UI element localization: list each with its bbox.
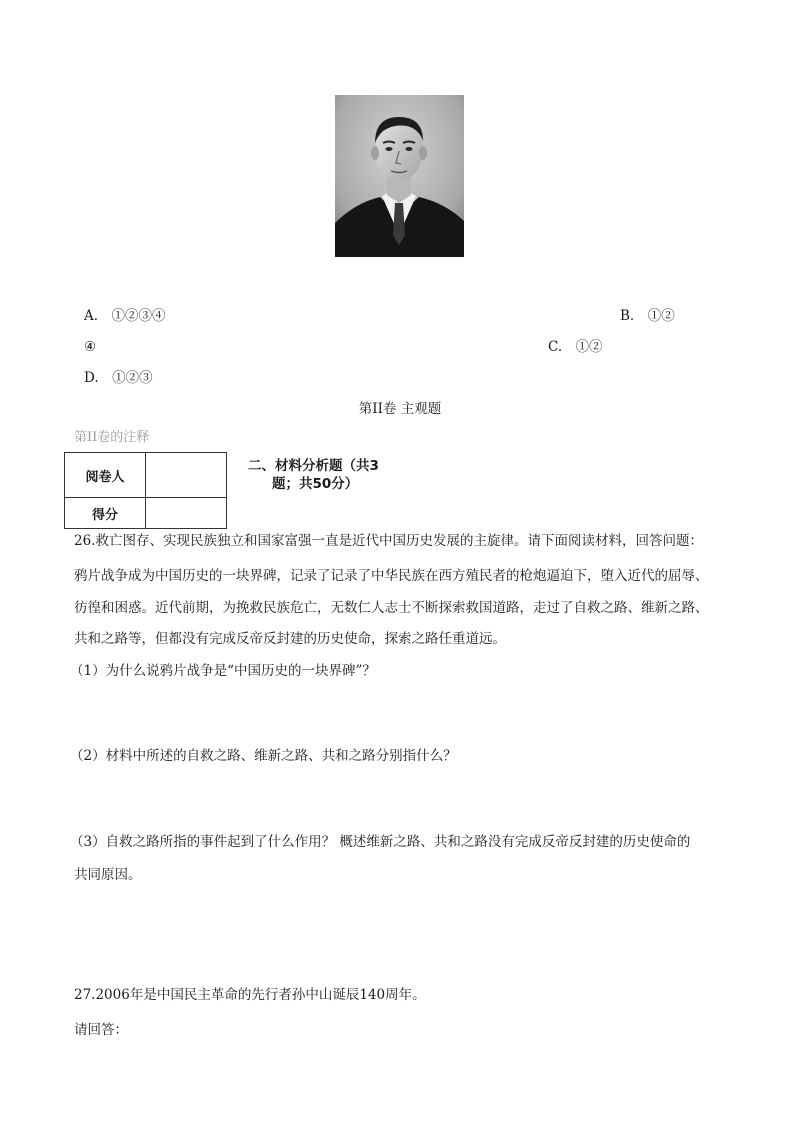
option-d: D. ①②③	[84, 370, 153, 386]
score-cell	[146, 498, 227, 529]
part-two-title-line1: 二、材料分析题（共3	[248, 458, 379, 474]
option-b-continued: ④	[84, 339, 97, 355]
score-table	[64, 452, 227, 529]
q26-material-line1: 鸦片战争成为中国历史的一块界碑，记录了记录了中华民族在西方殖民者的枪炮逼迫下，堕入近代的屈辱、	[74, 568, 709, 584]
part-two-title-line2: 题；共50分）	[272, 476, 359, 492]
portrait-photo	[335, 95, 464, 257]
reviewer-label: 阅卷人	[65, 453, 146, 498]
q26-material-line2: 彷徨和困惑。近代前期，为挽救民族危亡，无数仁人志士不断探索救国道路，走过了自救之路、维新之路、	[74, 600, 709, 616]
option-b: B. ①②	[620, 308, 675, 324]
q27-stem: 27.2006年是中国民主革命的先行者孙中山诞辰140周年。	[74, 987, 426, 1003]
q26-stem: 26.救亡图存、实现民族独立和国家富强一直是近代中国历史发展的主旋律。请下面阅读材料，回答问题：	[74, 533, 703, 549]
q27-prompt: 请回答：	[74, 1022, 128, 1038]
q26-material-line3: 共和之路等，但都没有完成反帝反封建的历史使命，探索之路任重道远。	[74, 631, 506, 647]
score-label: 得分	[65, 498, 146, 529]
reviewer-cell	[146, 453, 227, 498]
section-title: 第II卷 主观题	[358, 401, 442, 417]
option-c: C. ①②	[548, 339, 603, 355]
section-note: 第II卷的注释	[74, 430, 150, 445]
q26-sub2: （2）材料中所述的自救之路、维新之路、共和之路分别指什么？	[70, 748, 457, 764]
part-two-title	[248, 457, 379, 493]
q26-sub3-line2: 共同原因。	[74, 867, 142, 883]
option-a: A. ①②③④	[84, 308, 166, 324]
q26-sub3-line1: （3）自救之路所指的事件起到了什么作用？ 概述维新之路、共和之路没有完成反帝反封建的历史使命的	[70, 834, 691, 850]
q26-sub1: （1）为什么说鸦片战争是“中国历史的一块界碑”？	[70, 663, 376, 679]
